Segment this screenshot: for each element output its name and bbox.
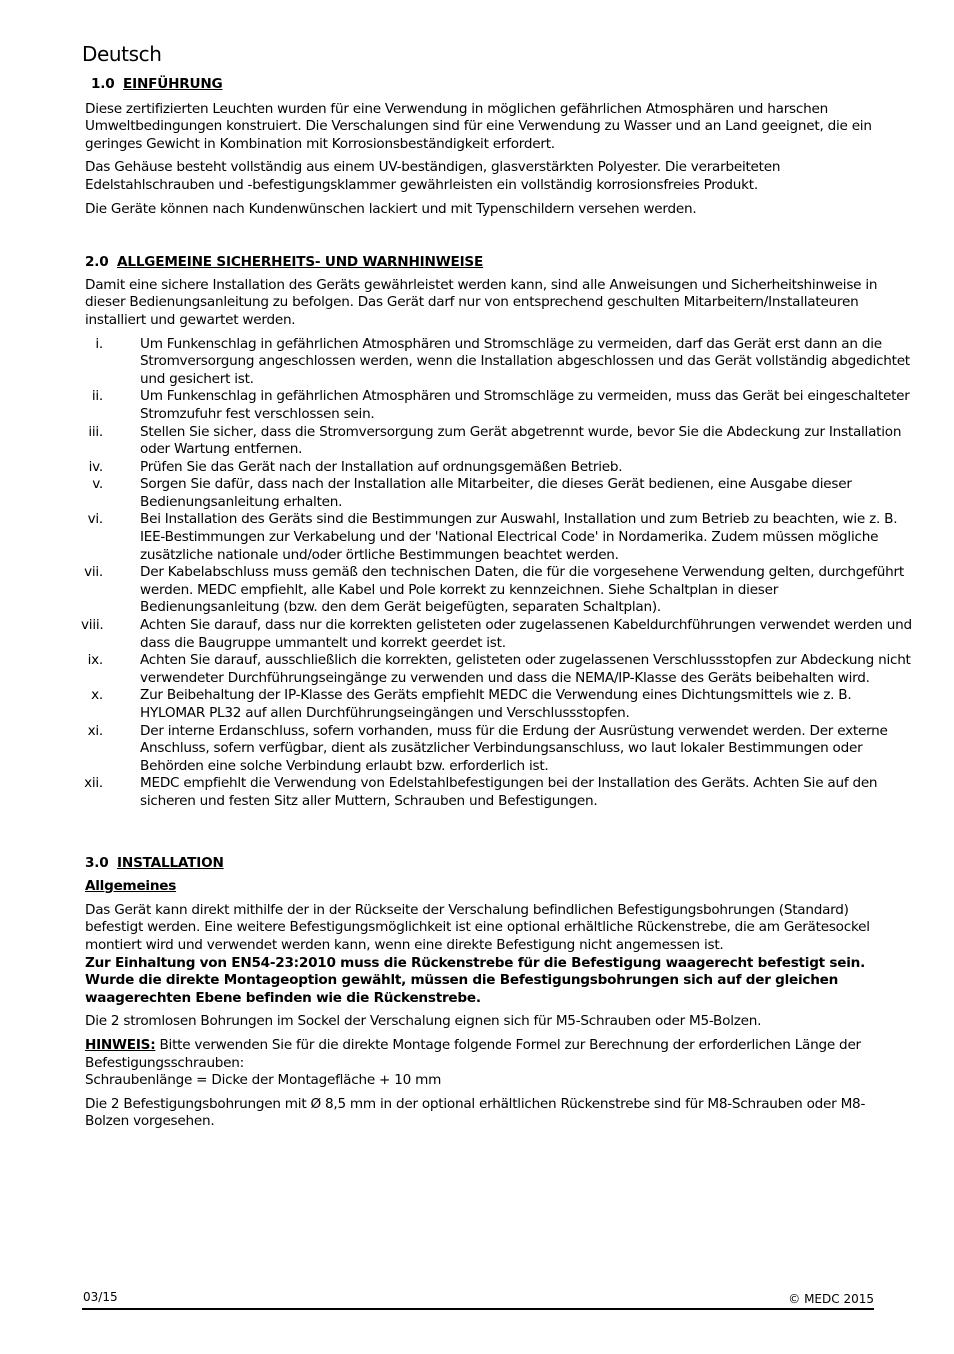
list-item: vii. Der Kabelabschluss muss gemäß den technischen Daten, die für die vorgesehene Verwendung gelten, durchgeführt werden. MEDC empfiehlt, alle Kabel und Pole korrekt zu kennzeichnen. Siehe Schaltplan in dieser Bedienungsanleitung (bzw. den dem Gerät beigefügten, separaten Schaltplan). <box>84 564 904 616</box>
footer-divider <box>82 1308 874 1310</box>
list-item: vi. Bei Installation des Geräts sind die Bestimmungen zur Auswahl, Installation und zum Betrieb zu beachten, wie z. B. IEE-Bestimmungen zur Verkabelung und der 'National Electrical Code' in Nordamerika. Zudem müssen mögliche zusätzliche nationale und/oder örtliche Bestimmungen beachtet werden. <box>87 511 898 563</box>
section-1-number: 1.0 <box>91 76 115 92</box>
mounting-text: Das Gerät kann direkt mithilfe der in der Rückseite der Verschalung befindlichen Befestigungsbohrungen (Standard) befestigt werden. Eine weitere Befestigungsmöglichkeit ist eine optional erhältliche Rückenstrebe, die am Gerätesockel montiert wird und verwendet werden kann, wenn eine direkte Befestigung nicht angemessen ist. <box>85 901 870 953</box>
list-item: x. Zur Beibehaltung der IP-Klasse des Geräts empfiehlt MEDC die Verwendung eines Dichtungsmittels wie z. B. HYLOMAR PL32 auf allen Durchführungseingängen und Verschlussstopfen. <box>91 687 852 721</box>
section-3-note <box>85 1037 905 1090</box>
footer-copyright: © MEDC 2015 <box>788 1292 874 1306</box>
section-3-paragraph: Die 2 Befestigungsbohrungen mit Ø 8,5 mm in der optional erhältlichen Rückenstrebe sind für M8-Schrauben oder M8-Bolzen vorgesehen. <box>85 1095 866 1130</box>
list-item: iii. Stellen Sie sicher, dass die Stromversorgung zum Gerät abgetrennt wurde, bevor Sie die Abdeckung zur Installation oder Wartung entfernen. <box>88 423 902 458</box>
list-item: xi. Der interne Erdanschluss, sofern vorhanden, muss für die Erdung der Ausrüstung verwendet werden. Der externe Anschluss, sofern verfügbar, dient als zusätzlicher Verbindungsanschluss, wo laut lokaler Bestimmungen oder Behörden eine solche Verbindung erlaubt bzw. erforderlich ist. <box>87 722 888 774</box>
footer-date: 03/15 <box>83 1290 118 1304</box>
section-1-paragraph: Diese zertifizierten Leuchten wurden für eine Verwendung in möglichen gefährlichen Atmosphären und harschen Umweltbedingungen konstruiert. Die Verschalungen sind für eine Verwendung zu Wasser und an Land geeignet, die ein geringes Gewicht in Kombination mit Korrosionsbeständigkeit erfordert. <box>85 100 872 152</box>
section-1-paragraph: Die Geräte können nach Kundenwünschen lackiert und mit Typenschildern versehen werden. <box>85 200 697 217</box>
section-2-intro: Damit eine sichere Installation des Geräts gewährleistet werden kann, sind alle Anweisungen und Sicherheitshinweise in dieser Bedienungsanleitung zu befolgen. Das Gerät darf nur von entsprechend geschulten Mitarbeitern/Installateuren installiert und gewartet werden. <box>85 276 878 328</box>
list-item: ix. Achten Sie darauf, ausschließlich die korrekten, gelisteten oder zugelassenen Verschlussstopfen zur Abdeckung nicht verwendeter Durchführungseingänge zu verwenden und dass die NEMA/IP-Klasse des Geräts beibehalten wird. <box>87 652 911 686</box>
language-heading: Deutsch <box>82 42 162 66</box>
list-item: i. Um Funkenschlag in gefährlichen Atmosphären und Stromschläge zu vermeiden, darf das Gerät erst dann an die Stromversorgung angeschlossen werden, wenn die Installation abgeschlossen und das Gerät vollständig abgedichtet und gesichert ist. <box>95 335 910 387</box>
section-1-paragraph: Das Gehäuse besteht vollständig aus einem UV-beständigen, glasverstärkten Polyester. Die verarbeiteten Edelstahlschrauben und -befestigungsklammer gewährleisten ein vollständig korrosionsfreies Produkt. <box>85 159 781 193</box>
section-2-number: 2.0 <box>85 254 109 271</box>
en54-requirement-text: Zur Einhaltung von EN54-23:2010 muss die Rückenstrebe für die Befestigung waagerecht befestigt sein. Wurde die direkte Montageoption gewählt, müssen die Befestigungsbohrungen sich auf der gleichen waagerechten Ebene befinden wie die Rückenstrebe. <box>85 954 865 1006</box>
section-3-paragraph: Die 2 stromlosen Bohrungen im Sockel der Verschalung eignen sich für M5-Schrauben oder M5-Bolzen. <box>85 1013 762 1030</box>
list-item: viii. Achten Sie darauf, dass nur die korrekten gelisteten oder zugelassenen Kabeldurchführungen verwendet werden und dass die Baugruppe ummantelt und korrekt geerdet ist. <box>81 617 912 651</box>
note-label: HINWEIS: <box>85 1036 156 1053</box>
section-3-title: INSTALLATION <box>117 854 224 871</box>
list-item: xii. MEDC empfiehlt die Verwendung von Edelstahlbefestigungen bei der Installation des Geräts. Achten Sie auf den sicheren und festen Sitz aller Muttern, Schrauben und Befestigungen. <box>84 775 878 809</box>
section-1-title: EINFÜHRUNG <box>123 76 223 92</box>
section-2-heading <box>85 254 905 272</box>
section-3-subheading: Allgemeines <box>85 878 177 895</box>
safety-list <box>81 335 912 811</box>
document-body <box>81 76 912 1137</box>
section-3-paragraph <box>85 902 905 1008</box>
section-1-heading <box>91 76 905 94</box>
formula-text: Schraubenlänge = Dicke der Montagefläche + 10 mm <box>85 1072 442 1089</box>
list-item: ii. Um Funkenschlag in gefährlichen Atmosphären und Stromschläge zu vermeiden, muss das Gerät bei eingeschalteter Stromzufuhr fest verschlossen sein. <box>91 388 910 422</box>
list-item: v. Sorgen Sie dafür, dass nach der Installation alle Mitarbeiter, die dieses Gerät bedienen, eine Ausgabe dieser Bedienungsanleitung erhalten. <box>92 476 852 510</box>
section-3-heading <box>85 855 905 873</box>
list-item: iv. Prüfen Sie das Gerät nach der Installation auf ordnungsgemäßen Betrieb. <box>88 458 623 475</box>
section-2-title: ALLGEMEINE SICHERHEITS- UND WARNHINWEISE <box>117 254 484 271</box>
section-3-number: 3.0 <box>85 854 109 871</box>
note-text: Bitte verwenden Sie für die direkte Montage folgende Formel zur Berechnung der erforderlichen Länge der Befestigungsschrauben: <box>85 1036 861 1071</box>
